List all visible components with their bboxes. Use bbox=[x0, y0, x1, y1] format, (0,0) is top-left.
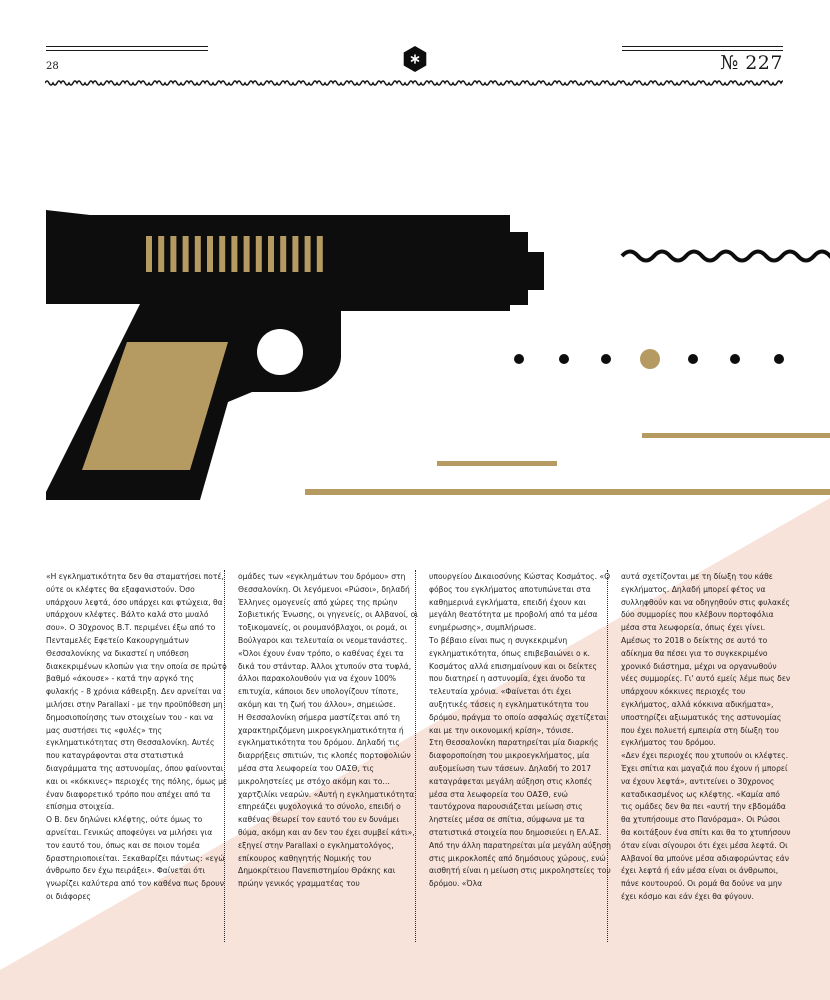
serration-bar bbox=[158, 236, 164, 272]
gold-bar-lower bbox=[305, 489, 830, 495]
dot bbox=[514, 354, 524, 364]
text-column-3 bbox=[429, 571, 611, 891]
dot bbox=[774, 354, 784, 364]
paragraph: «Η εγκληματικότητα δεν θα σταματήσει ποτέ, ούτε οι κλέφτες θα εξαφανιστούν. Όσο υπάρχουν λεφτά, όσο υπάρχει και φτώχεια, θα υπάρχουν κλέφτες. Βάλτο καλά στο μυαλό σου». Ο 30χρονος Β.Τ. περιμένει έξω από το Πενταμελές Εφετείο Κακουργημάτων Θεσσαλονίκης να δικαστεί η υπόθεση διακεκριμένων κλοπών για την οποία σε πρώτο βαθμό «άκουσε» - κατά την αργκό της φυλακής - 8 χρόνια κάθειρξη. Δεν αρνείται να μιλήσει στην Parallaxi - με την προϋπόθεση μη δημοσιοποίησης των στοιχείων του - και να μας συστήσει τις «φυλές» της εγκληματικότητας στη Θεσσαλονίκη. Αυτές που καταγράφονται στα στατιστικά διαγράμματα της αστυνομίας, όπου φαίνονται και οι «κόκκινες» περιοχές της πόλης, όμως με έναν διαφορετικό τρόπο που απέχει από τα επίσημα στοιχεία. bbox=[46, 572, 228, 812]
decorative-dots bbox=[514, 349, 784, 369]
dot bbox=[730, 354, 740, 364]
text-column-4 bbox=[621, 571, 791, 904]
asterisk-hexagon-icon bbox=[401, 45, 429, 73]
dot bbox=[688, 354, 698, 364]
serration-bar bbox=[305, 236, 311, 272]
issue-number: № 227 bbox=[720, 52, 783, 74]
gold-bar-upper bbox=[642, 433, 830, 438]
slide-serrations bbox=[146, 236, 323, 272]
column-separator bbox=[607, 570, 608, 942]
column-separator bbox=[415, 570, 416, 942]
serration-bar bbox=[231, 236, 237, 272]
serration-bar bbox=[280, 236, 286, 272]
serration-bar bbox=[256, 236, 262, 272]
header-wavy-rule bbox=[45, 78, 783, 88]
paragraph: αυτά σχετίζονται με τη δίωξη του κάθε εγκλήματος. Δηλαδή μπορεί φέτος να συλληφθούν και να οδηγηθούν στις φυλακές δύο συμμορίες που κλέβουν πορτοφόλια μέσα στα λεωφορεία, όπως έχει γίνει. Αμέσως το 2018 ο δείκτης σε αυτό το αδίκημα θα πέσει για το συγκεκριμένο χρονικό διάστημα, μέχρι να οργανωθούν νέες συμμορίες. Γι' αυτό εμείς λέμε πως δεν υπάρχουν κόκκινες περιοχές του εγκλήματος, αλλά κόκκινα αδικήματα», υποστηρίζει αξιωματικός της αστυνομίας που έχει πολυετή εμπειρία στη δίωξη του εγκλήματος του δρόμου. bbox=[621, 572, 791, 748]
paragraph: ομάδες των «εγκλημάτων του δρόμου» στη Θεσσαλονίκη. Οι λεγόμενοι «Ρώσοι», δηλαδή Έλληνες ομογενείς από χώρες της πρώην Σοβιετικής Ένωσης, οι γηγενείς, οι Αλβανοί, οι τοξικομανείς, οι ρουμανόβλαχοι, οι ρομά, οι Βούλγαροι και τελευταία οι νεομετανάστες. «Όλοι έχουν έναν τρόπο, ο καθένας έχει τα δικά του στάνταρ. Άλλοι χτυπούν στα τυφλά, άλλοι παρακολουθούν για να έχουν 100% επιτυχία, κάποιοι δεν υπολογίζουν τίποτε, ακόμη και τη ζωή του άλλου», σημειώσε. bbox=[238, 572, 418, 709]
serration-bar bbox=[244, 236, 250, 272]
serration-bar bbox=[146, 236, 152, 272]
highlight-dot bbox=[640, 349, 660, 369]
gold-bar-middle bbox=[437, 461, 557, 466]
serration-bar bbox=[219, 236, 225, 272]
text-column-1 bbox=[46, 571, 228, 904]
serration-bar bbox=[170, 236, 176, 272]
paragraph: Το βέβαιο είναι πως η συγκεκριμένη εγκληματικότητα, όπως επιβεβαιώνει ο κ. Κοσμάτος αλλά επισημαίνουν και οι δείκτες που διατηρεί η αστυνομία, έχει άνοδο τα τελευταία χρόνια. «Φαίνεται ότι έχει αυξητικές τάσεις η εγκληματικότητα του δρόμου, πράγμα το οποίο ασφαλώς σχετίζεται και με την οικονομική κρίση», τόνισε. bbox=[429, 635, 607, 735]
page-number: 28 bbox=[46, 61, 59, 72]
header-rule-right-bottom bbox=[622, 50, 783, 51]
header-rule-left-bottom bbox=[46, 50, 208, 51]
trigger-guard-hole bbox=[257, 329, 303, 375]
pistol-illustration bbox=[0, 200, 830, 510]
paragraph: Στη Θεσσαλονίκη παρατηρείται μία διαρκής διαφοροποίηση του μικροεγκλήματος, μία αυξομείωση των τάσεων. Δηλαδή το 2017 καταγράφεται μεγάλη αύξηση στις κλοπές μέσα στα λεωφορεία του ΟΑΣΘ, ενώ ταυτόχρονα παρουσιάζεται μείωση στις ληστείες μέσα σε σπίτια, σύμφωνα με τα στατιστικά στοιχεία που δημοσιεύει η ΕΛ.ΑΣ. Από την άλλη παρατηρείται μία μεγάλη αύξηση στις μικροκλοπές από δημόσιους χώρους, ενώ αισθητή είναι η μείωση στις μικροληστείες του δρόμου. «Όλα bbox=[429, 738, 611, 889]
header-rule-right-top bbox=[622, 46, 783, 47]
paragraph: Η Θεσσαλονίκη σήμερα μαστίζεται από τη χαρακτηριζόμενη μικροεγκληματικότητα ή εγκληματικότητα του δρόμου. Δηλαδή τις διαρρήξεις σπιτιών, τις κλοπές πορτοφολιών μέσα στα λεωφορεία του ΟΑΣΘ, τις μικροληστείες με στόχο ακόμη και το… χαρτζιλίκι νεαρών. «Αυτή η εγκληματικότητα επηρεάζει ψυχολογικά το σύνολο, επειδή ο καθένας θεωρεί τον εαυτό του εν δυνάμει θύμα, ακόμη και αν δεν του έχει συμβεί κάτι», εξηγεί στην Parallaxi ο εγκληματολόγος, επίκουρος καθηγητής Νομικής του Δημοκρίτειου Πανεπιστημίου Θράκης και πρώην γενικός γραμματέας του bbox=[238, 712, 415, 889]
text-column-2 bbox=[238, 571, 420, 891]
serration-bar bbox=[317, 236, 323, 272]
dot bbox=[601, 354, 611, 364]
serration-bar bbox=[183, 236, 189, 272]
paragraph: υπουργείου Δικαιοσύνης Κώστας Κοσμάτος. «Ο φόβος του εγκλήματος αποτυπώνεται στα καθημερινά εγκλήματα, επειδή έχουν και μεγάλη θεατότητα με προβολή από τα μέσα ενημέρωσης», συμπλήρωσε. bbox=[429, 572, 611, 633]
serration-bar bbox=[268, 236, 274, 272]
decorative-wave bbox=[622, 252, 830, 261]
column-separator bbox=[224, 570, 225, 942]
serration-bar bbox=[292, 236, 298, 272]
serration-bar bbox=[195, 236, 201, 272]
dot bbox=[559, 354, 569, 364]
paragraph: «Δεν έχει περιοχές που χτυπούν οι κλέφτες. Έχει σπίτια και μαγαζιά που έχουν ή μπορεί να έχουν λεφτά», αντιτείνει ο 30χρονος καταδικασμένος ως κλέφτης. «Καμία από τις ομάδες δεν θα πει «αυτή την εβδομάδα θα χτυπήσουμε στο Πανόραμα». Οι Ρώσοι θα κοιτάξουν ένα σπίτι και θα το χτυπήσουν όταν είναι σίγουροι ότι έχει μέσα λεφτά. Οι Αλβανοί θα μπούνε μέσα αδιαφορώντας εάν έχει λεφτά ή εάν μέσα είναι οι άνθρωποι, πάνε κουτουρού. Οι ρομά θα δούνε να μην έχει κόσμο και εάν έχει θα φύγουν. bbox=[621, 751, 791, 901]
paragraph: Ο Β. δεν δηλώνει κλέφτης, ούτε όμως το αρνείται. Γενικώς αποφεύγει να μιλήσει για τον εαυτό του, όπως και σε ποιον τομέα δραστηριοποιείται. Ξεκαθαρίζει πάντως: «εγώ άνθρωπο δεν έχω πειράξει». Φαίνεται ότι γνωρίζει καλύτερα από τον καθένα πως δρουν οι διάφορες bbox=[46, 815, 225, 901]
serration-bar bbox=[207, 236, 213, 272]
header-rule-left-top bbox=[46, 46, 208, 47]
